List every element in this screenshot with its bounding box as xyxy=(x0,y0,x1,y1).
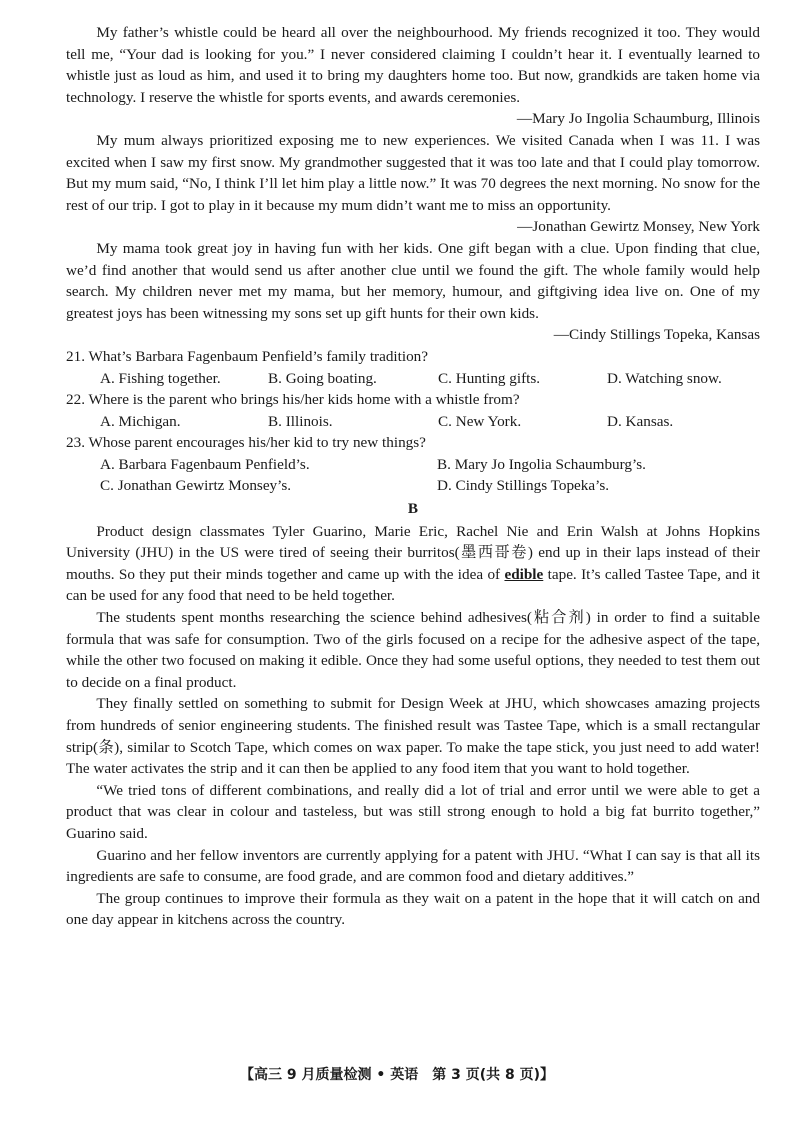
underlined-word-edible: edible xyxy=(504,565,544,583)
passage-a-paragraph-2: My mum always prioritized exposing me to new experiences. We visited Canada when I was 11. I was excited when I saw my first snow. My grandmother suggested that it was too late and that I could play tomorrow. But my mum said, “No, I think I’ll let him play a little now.” It was 70 degrees the next morning. No snow for the rest of our trip. I got to play in it because my mum didn’t want me to miss an opportunity. xyxy=(66,131,760,214)
text-after-underline: tape. It’s called Tastee Tape, and it can be used for any food that need to be held together. xyxy=(66,565,760,605)
option-a: A. Michigan. xyxy=(100,412,181,430)
question-22 xyxy=(66,389,760,432)
option-row xyxy=(66,475,760,497)
option-c: C. Jonathan Gewirtz Monsey’s. xyxy=(100,477,292,495)
passage-b-paragraph-6: The group continues to improve their formula as they wait on a patent in the hope that it will catch on and one day appear in kitchens across the country. xyxy=(66,889,760,929)
option-c: C. New York. xyxy=(438,412,522,430)
section-b-label: B xyxy=(407,500,419,518)
option-d: D. Kansas. xyxy=(607,412,674,430)
passage-a-paragraph-3: My mama took great joy in having fun with her kids. One gift began with a clue. Upon finding that clue, we’d find another that would send us after another clue until we found the gift. The whole family would help search. My children never met my mama, but her memory, humour, and giftgiving idea live on. One of my greatest joys has been witnessing my sons set up gift hunts for their own kids. xyxy=(66,239,760,322)
signature-3: —Cindy Stillings Topeka, Kansas xyxy=(553,326,760,344)
passage-b-paragraph-2: The students spent months researching the science behind adhesives(粘合剂) in order to find a suitable formula that was safe for consumption. Two of the girls focused on a recipe for the adhesive aspect of the tape, while the other two focused on making it edible. Once they had some useful options, they needed to test them out to decide on a final product. xyxy=(66,609,760,691)
signature-1: —Mary Jo Ingolia Schaumburg, Illinois xyxy=(516,110,760,128)
passage-b-paragraph-4: “We tried tons of different combinations, and really did a lot of trial and error until we were able to get a product that was clear in colour and tasteless, but was still strong enough to hold a big fat burrito together,” Guarino said. xyxy=(66,781,760,842)
question-stem: 22. Where is the parent who brings his/her kids home with a whistle from? xyxy=(66,391,520,409)
option-c: C. Hunting gifts. xyxy=(438,369,541,387)
question-stem: 23. Whose parent encourages his/her kid to try new things? xyxy=(66,434,426,452)
option-a: A. Fishing together. xyxy=(100,369,221,387)
question-stem: 21. What’s Barbara Fagenbaum Penfield’s family tradition? xyxy=(66,347,429,365)
option-d: D. Watching snow. xyxy=(607,369,722,387)
question-23 xyxy=(66,432,760,497)
option-b: B. Going boating. xyxy=(268,369,377,387)
passage-b-paragraph-1 xyxy=(66,521,760,607)
option-a: A. Barbara Fagenbaum Penfield’s. xyxy=(100,455,310,473)
text-before-underline: Product design classmates Tyler Guarino, Marie Eric, Rachel Nie and Erin Walsh at Johns Hopkins University (JHU) in the US were tired of seeing their burritos(墨西哥卷) end up in their laps instead of their mouths. So they put their minds together and came up with the idea of xyxy=(66,522,760,583)
question-21 xyxy=(66,346,760,389)
passage-a-paragraph-1: My father’s whistle could be heard all over the neighbourhood. My friends recognized it too. They would tell me, “Your dad is looking for you.” I never considered claiming I couldn’t hear it. I eventually learned to whistle just as loud as him, and used it to bring my daughters home too. But now, grandkids are taken home via technology. I reserve the whistle for sports events, and awards ceremonies. xyxy=(66,24,760,106)
page-footer: 【高三 9 月质量检测 • 英语 第 3 页(共 8 页)】 xyxy=(240,1067,554,1083)
option-b: B. Illinois. xyxy=(268,412,333,430)
option-d: D. Cindy Stillings Topeka’s. xyxy=(437,477,610,495)
exam-page xyxy=(66,22,760,931)
passage-b-paragraph-5: Guarino and her fellow inventors are currently applying for a patent with JHU. “What I can say is that all its ingredients are safe to consume, are food grade, and are common food and dietary additives.” xyxy=(66,846,760,886)
option-row xyxy=(66,454,760,476)
option-row xyxy=(66,411,760,433)
signature-2: —Jonathan Gewirtz Monsey, New York xyxy=(517,218,760,236)
option-b: B. Mary Jo Ingolia Schaumburg’s. xyxy=(437,455,646,473)
option-row xyxy=(66,368,760,390)
passage-b-paragraph-3: They finally settled on something to submit for Design Week at JHU, which showcases amazing projects from hundreds of senior engineering students. The finished result was Tastee Tape, which is a small rectangular strip(条), similar to Scotch Tape, which comes on wax paper. To make the tape stick, you just need to add water! The water activates the strip and it can then be applied to any food item that you want to hold together. xyxy=(66,695,760,778)
